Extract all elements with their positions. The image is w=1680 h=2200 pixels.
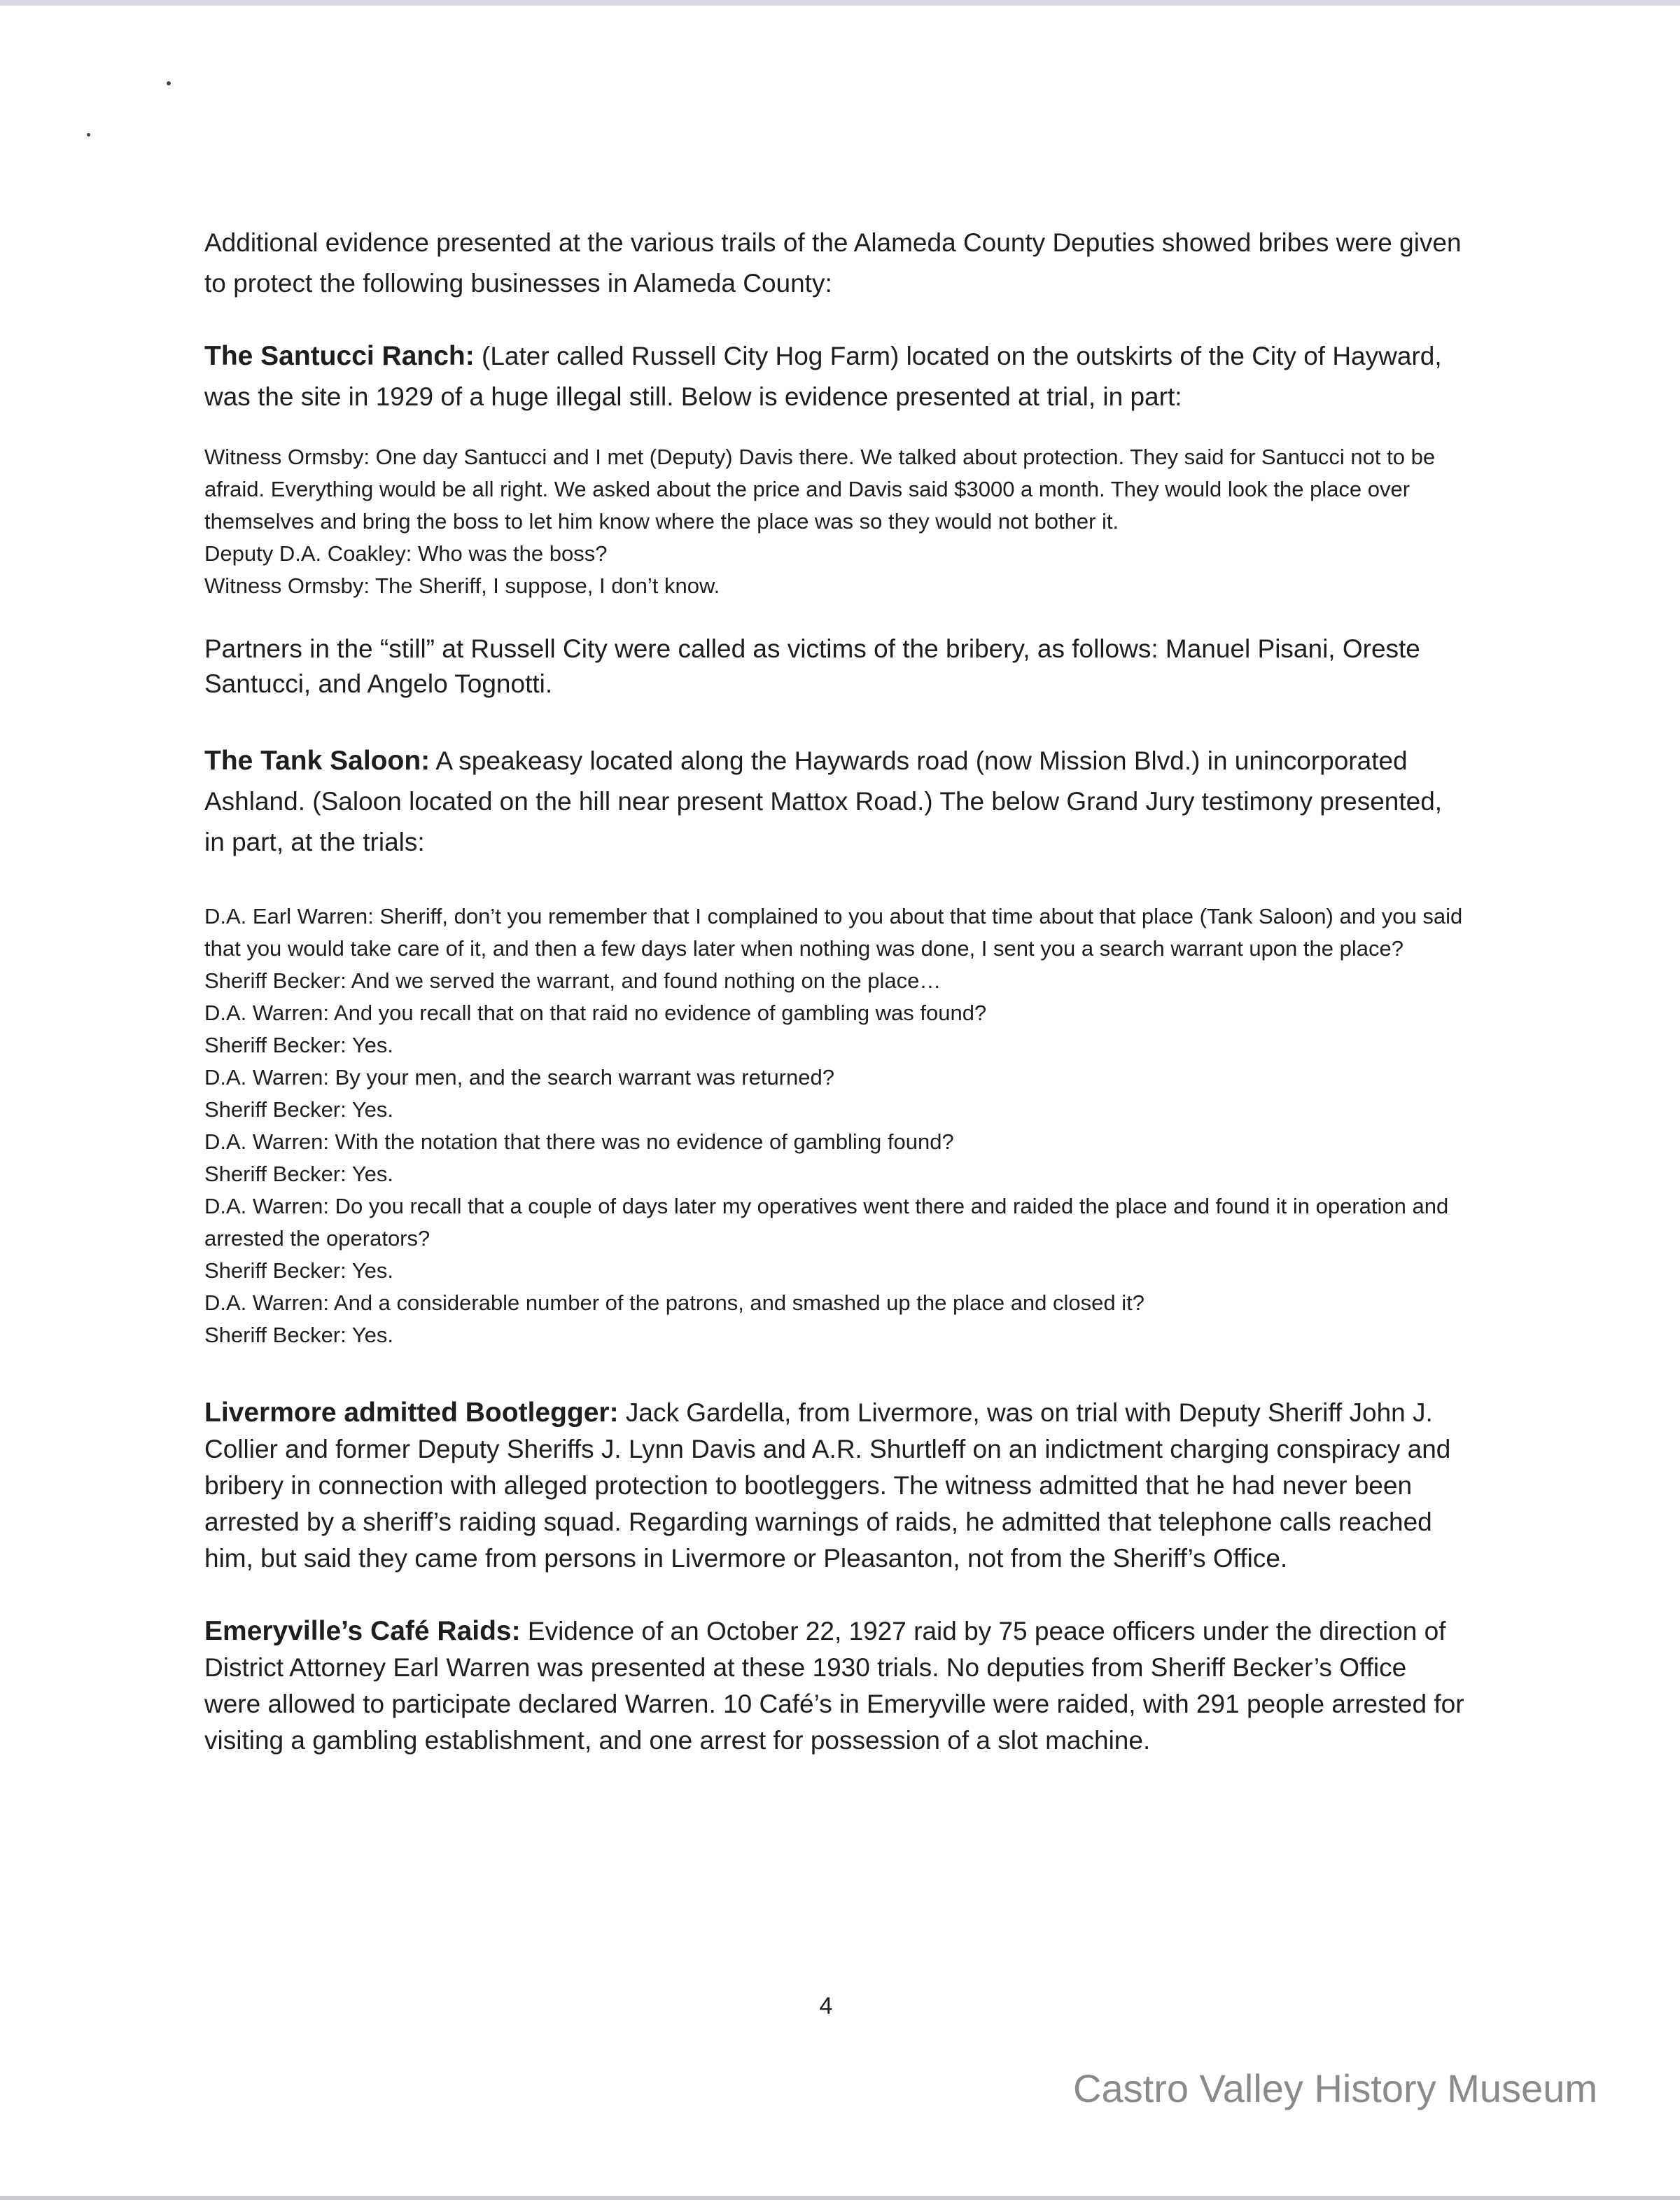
testimony-line: D.A. Warren: With the notation that there was no evidence of gambling found? [204,1129,954,1154]
testimony-line: Witness Ormsby: One day Santucci and I met (Deputy) Davis there. We talked about protection. They said for Santucci not to be afraid. Everything would be all right. We asked about the price and Davis said $3000 a month. They would look the place over themselves and bring the boss to let him know where the place was so they would not bother it. [204,445,1436,534]
testimony-line: D.A. Warren: And a considerable number of the patrons, and smashed up the place and closed it? [204,1290,1144,1315]
testimony-line: Sheriff Becker: Yes. [204,1258,393,1283]
livermore-description: Jack Gardella, from Livermore, was on trial with Deputy Sheriff John J. Collier and former Deputy Sheriffs J. Lynn Davis and A.R. Shurtleff on an indictment charging conspiracy and bribery in connection with alleged protection to bootleggers. The witness admitted that he had never been arrested by a sheriff’s raiding squad. Regarding warnings of raids, he admitted that telephone calls reached him, but said they came from persons in Livermore or Pleasanton, not from the Sheriff’s Office. [204,1398,1451,1573]
testimony-line: Sheriff Becker: Yes. [204,1323,393,1347]
page-number: 4 [819,1993,833,2019]
emeryville-description: Evidence of an October 22, 1927 raid by 75 peace officers under the direction of District Attorney Earl Warren was presented at these 1930 trials. No deputies from Sheriff Becker’s Office were allowed to participate declared Warren. 10 Café’s in Emeryville were raided, with 291 people arrested for visiting a gambling establishment, and one arrest for possession of a slot machine. [204,1617,1464,1755]
testimony-line: Deputy D.A. Coakley: Who was the boss? [204,541,608,566]
testimony-line: D.A. Earl Warren: Sheriff, don’t you remember that I complained to you about that time about that place (Tank Saloon) and you said that you would take care of it, and then a few days later when nothing was done, I sent you a search warrant upon the place? [204,904,1463,961]
santucci-description: (Later called Russell City Hog Farm) located on the outskirts of the City of Hayward, was the site in 1929 of a huge illegal still. Below is evidence presented at trial, in part: [204,342,1442,411]
document-body [204,223,1464,1759]
santucci-section [204,336,1464,417]
santucci-testimony [204,441,1464,602]
tank-saloon-heading: The Tank Saloon: [204,746,430,776]
tank-saloon-testimony [204,900,1464,1351]
partners-paragraph: Partners in the “still” at Russell City were called as victims of the bribery, as follows: Manuel Pisani, Oreste Santucci, and Angelo Tognotti. [204,634,1420,698]
scan-speck [167,81,171,85]
museum-watermark: Castro Valley History Museum [1073,2066,1597,2110]
testimony-line: Sheriff Becker: Yes. [204,1162,393,1186]
tank-saloon-description: A speakeasy located along the Haywards road (now Mission Blvd.) in unincorporated Ashland. (Saloon located on the hill near present Mattox Road.) The below Grand Jury testimony presented, in part, at the trials: [204,746,1443,856]
testimony-line: Witness Ormsby: The Sheriff, I suppose, I don’t know. [204,573,720,598]
scan-edge-top [0,0,1680,6]
testimony-line: Sheriff Becker: Yes. [204,1097,393,1122]
testimony-line: D.A. Warren: By your men, and the search warrant was returned? [204,1065,834,1089]
scan-edge-bottom [0,2196,1680,2200]
santucci-heading: The Santucci Ranch: [204,341,475,371]
intro-paragraph: Additional evidence presented at the various trails of the Alameda County Deputies showed bribes were given to protect the following businesses in Alameda County: [204,228,1462,298]
testimony-line: D.A. Warren: Do you recall that a couple of days later my operatives went there and raided the place and found it in operation and arrested the operators? [204,1194,1449,1251]
emeryville-heading: Emeryville’s Café Raids: [204,1616,521,1646]
testimony-line: Sheriff Becker: Yes. [204,1033,393,1057]
emeryville-section [204,1613,1464,1759]
tank-saloon-section [204,741,1464,863]
livermore-section [204,1395,1464,1577]
testimony-line: Sheriff Becker: And we served the warrant, and found nothing on the place… [204,968,941,993]
testimony-line: D.A. Warren: And you recall that on that raid no evidence of gambling was found? [204,1001,987,1025]
livermore-heading: Livermore admitted Bootlegger: [204,1398,619,1428]
scan-speck [87,133,90,137]
